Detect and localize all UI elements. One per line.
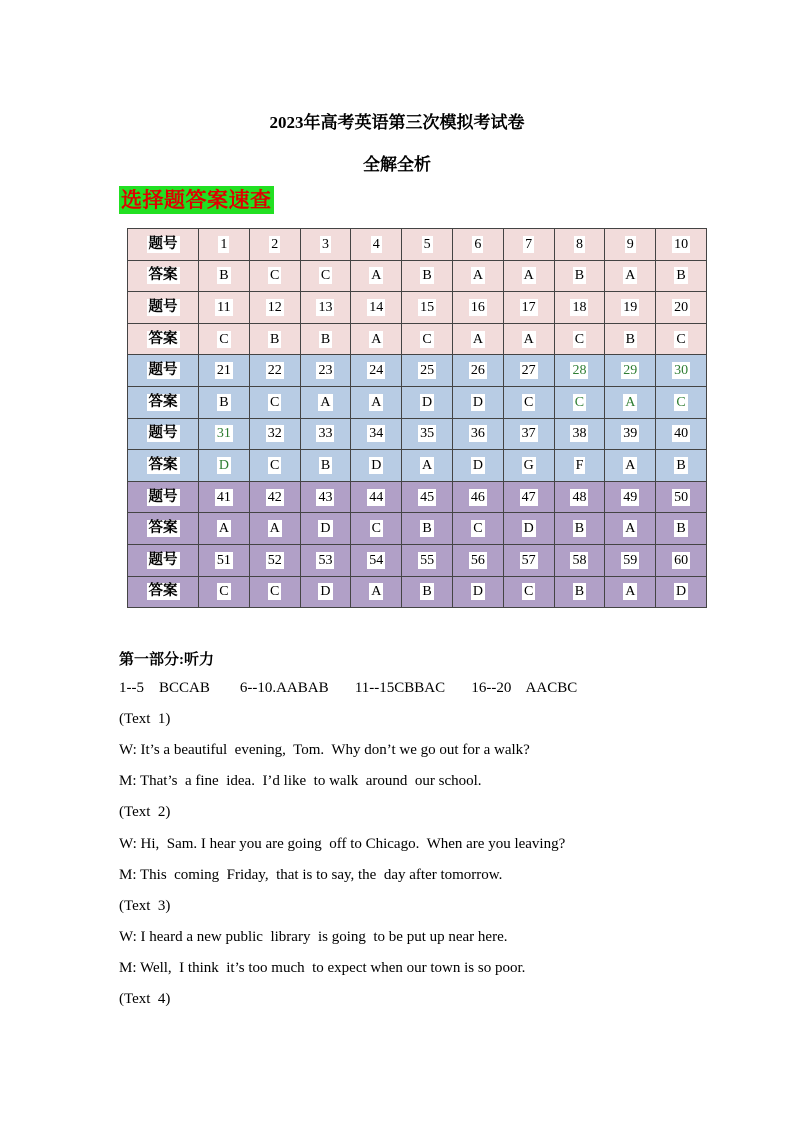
row-header-label: 答案: [148, 456, 178, 473]
cell-value: B: [422, 268, 432, 284]
cell-value: D: [218, 457, 229, 473]
answer-table: [127, 228, 707, 608]
question-number-cell: [300, 544, 351, 576]
answer-cell: [402, 513, 453, 545]
cell-value: 10: [674, 236, 689, 252]
question-number-cell: [300, 229, 351, 261]
row-header-label: 答案: [148, 330, 178, 347]
dialogue-line: M: Well, I think it’s too much to expect when our town is so poor.: [119, 960, 526, 976]
cell-value: F: [575, 457, 584, 473]
cell-value: C: [422, 331, 432, 347]
question-number-header: [128, 355, 199, 387]
answer-cell: [351, 450, 402, 482]
answer-cell: [605, 260, 656, 292]
answer-cell: [656, 450, 707, 482]
question-number-cell: [199, 544, 250, 576]
row-header-label: 题号: [148, 488, 178, 505]
cell-value: 25: [420, 363, 435, 379]
cell-value: C: [371, 521, 381, 537]
cell-value: A: [320, 394, 331, 410]
question-number-row: [128, 544, 707, 576]
answer-cell: [249, 386, 300, 418]
cell-value: B: [320, 331, 331, 347]
dialogue-line: M: This coming Friday, that is to say, the day after tomorrow.: [119, 867, 503, 883]
answer-row: [128, 513, 707, 545]
question-number-cell: [452, 418, 503, 450]
cell-value: 12: [267, 299, 282, 315]
question-number-cell: [402, 292, 453, 324]
cell-value: B: [574, 584, 585, 600]
cell-value: 42: [267, 489, 282, 505]
cell-value: A: [371, 268, 382, 284]
cell-value: 23: [318, 363, 333, 379]
question-number-cell: [351, 355, 402, 387]
answer-cell: [554, 576, 605, 608]
cell-value: A: [625, 268, 636, 284]
cell-value: D: [371, 457, 382, 473]
question-number-header: [128, 418, 199, 450]
row-header-label: 题号: [148, 298, 178, 315]
answer-cell: [656, 513, 707, 545]
answer-cell: [402, 260, 453, 292]
cell-value: B: [676, 521, 686, 537]
cell-value: 7: [525, 236, 533, 252]
question-number-row: [128, 292, 707, 324]
cell-value: C: [524, 394, 534, 410]
cell-value: D: [422, 394, 433, 410]
cell-value: A: [625, 584, 636, 600]
cell-value: 52: [267, 552, 282, 568]
answer-cell: [452, 260, 503, 292]
answer-cell: [300, 513, 351, 545]
cell-value: 3: [321, 236, 329, 252]
cell-value: 29: [623, 363, 638, 379]
cell-value: C: [270, 394, 280, 410]
answer-cell: [351, 260, 402, 292]
cell-value: C: [473, 521, 483, 537]
cell-value: 49: [623, 489, 638, 505]
question-number-cell: [656, 544, 707, 576]
cell-value: B: [625, 331, 635, 347]
cell-value: 5: [423, 236, 431, 252]
answer-cell: [199, 386, 250, 418]
answer-cell: [452, 450, 503, 482]
question-number-cell: [402, 544, 453, 576]
cell-value: 57: [521, 552, 536, 568]
answer-row: [128, 260, 707, 292]
answer-cell: [249, 450, 300, 482]
answer-cell: [503, 450, 554, 482]
cell-value: 55: [420, 552, 435, 568]
question-number-cell: [199, 418, 250, 450]
answer-cell: [351, 386, 402, 418]
question-number-cell: [605, 292, 656, 324]
cell-value: 9: [626, 236, 634, 252]
question-number-cell: [503, 418, 554, 450]
question-number-cell: [300, 481, 351, 513]
question-number-cell: [452, 292, 503, 324]
cell-value: 45: [420, 489, 435, 505]
cell-value: 59: [623, 552, 638, 568]
cell-value: 44: [369, 489, 384, 505]
cell-value: D: [676, 584, 687, 600]
cell-value: B: [676, 268, 686, 284]
cell-value: 38: [572, 426, 587, 442]
cell-value: 18: [572, 299, 587, 315]
cell-value: 53: [318, 552, 333, 568]
question-number-cell: [656, 355, 707, 387]
cell-value: 1: [220, 236, 228, 252]
cell-value: 51: [216, 552, 231, 568]
question-number-cell: [249, 229, 300, 261]
cell-value: C: [270, 584, 280, 600]
row-header-label: 题号: [148, 362, 178, 379]
row-header-label: 答案: [148, 267, 178, 284]
answer-cell: [503, 513, 554, 545]
question-number-cell: [351, 418, 402, 450]
cell-value: C: [320, 268, 331, 284]
cell-value: G: [523, 457, 534, 473]
question-number-cell: [503, 229, 554, 261]
question-number-cell: [605, 418, 656, 450]
answer-cell: [554, 450, 605, 482]
cell-value: 48: [572, 489, 587, 505]
cell-value: B: [219, 268, 229, 284]
cell-value: 17: [521, 299, 536, 315]
cell-value: B: [676, 457, 686, 473]
cell-value: 19: [623, 299, 638, 315]
question-number-cell: [300, 292, 351, 324]
answer-cell: [605, 386, 656, 418]
answer-cell: [554, 323, 605, 355]
answer-cell: [503, 576, 554, 608]
cell-value: A: [371, 394, 382, 410]
answer-header: [128, 323, 199, 355]
answer-cell: [249, 260, 300, 292]
answer-cell: [605, 513, 656, 545]
question-number-cell: [656, 292, 707, 324]
question-number-cell: [351, 292, 402, 324]
cell-value: D: [472, 457, 483, 473]
question-number-cell: [452, 544, 503, 576]
row-header-label: 题号: [148, 235, 178, 252]
cell-value: B: [320, 457, 331, 473]
question-number-cell: [554, 418, 605, 450]
row-header-label: 题号: [148, 425, 178, 442]
cell-value: 41: [216, 489, 231, 505]
dialogue-line: W: It’s a beautiful evening, Tom. Why don’t we go out for a walk?: [119, 742, 530, 758]
cell-value: 37: [521, 426, 536, 442]
cell-value: 24: [369, 363, 384, 379]
answer-quick-check-tag: 选择题答案速查: [121, 188, 272, 212]
question-number-cell: [249, 544, 300, 576]
answer-cell: [199, 260, 250, 292]
cell-value: B: [219, 394, 229, 410]
cell-value: D: [320, 584, 331, 600]
question-number-cell: [554, 229, 605, 261]
dialogue-line: M: That’s a fine idea. I’d like to walk around our school.: [119, 773, 482, 789]
cell-value: 2: [271, 236, 279, 252]
answer-cell: [554, 386, 605, 418]
question-number-cell: [249, 292, 300, 324]
cell-value: A: [269, 521, 280, 537]
cell-value: 13: [318, 299, 333, 315]
cell-value: 21: [216, 363, 231, 379]
cell-value: 33: [318, 426, 333, 442]
question-number-cell: [199, 229, 250, 261]
text-heading: (Text 4): [119, 991, 171, 1007]
answer-cell: [402, 386, 453, 418]
question-number-row: [128, 418, 707, 450]
cell-value: C: [676, 394, 686, 410]
cell-value: 56: [470, 552, 485, 568]
dialogue-line: W: I heard a new public library is going to be put up near here.: [119, 929, 508, 945]
cell-value: 16: [470, 299, 485, 315]
question-number-header: [128, 544, 199, 576]
cell-value: A: [523, 268, 534, 284]
question-number-cell: [452, 355, 503, 387]
cell-value: A: [371, 584, 382, 600]
cell-value: C: [219, 584, 229, 600]
question-number-cell: [656, 418, 707, 450]
page-subtitle: 全解全析: [363, 155, 431, 174]
question-number-cell: [656, 481, 707, 513]
question-number-cell: [351, 229, 402, 261]
answer-cell: [249, 576, 300, 608]
question-number-cell: [452, 481, 503, 513]
question-number-cell: [554, 481, 605, 513]
answer-cell: [402, 323, 453, 355]
answer-cell: [199, 450, 250, 482]
cell-value: A: [472, 268, 483, 284]
question-number-cell: [605, 544, 656, 576]
question-number-cell: [554, 544, 605, 576]
cell-value: A: [625, 457, 636, 473]
cell-value: 31: [216, 426, 231, 442]
cell-value: C: [676, 331, 686, 347]
cell-value: 43: [318, 489, 333, 505]
question-number-row: [128, 229, 707, 261]
answer-cell: [503, 260, 554, 292]
question-number-header: [128, 481, 199, 513]
answer-cell: [452, 576, 503, 608]
answer-cell: [656, 260, 707, 292]
question-number-cell: [351, 481, 402, 513]
answer-cell: [402, 576, 453, 608]
question-number-cell: [199, 481, 250, 513]
answer-cell: [656, 576, 707, 608]
cell-value: 36: [470, 426, 485, 442]
text-heading: (Text 2): [119, 804, 171, 820]
cell-value: 28: [572, 363, 587, 379]
cell-value: 39: [623, 426, 638, 442]
question-number-cell: [199, 355, 250, 387]
answer-cell: [300, 323, 351, 355]
answer-row: [128, 576, 707, 608]
row-header-label: 答案: [148, 583, 178, 600]
cell-value: D: [523, 521, 534, 537]
cell-value: C: [574, 394, 585, 410]
answer-row: [128, 386, 707, 418]
answer-header: [128, 260, 199, 292]
cell-value: B: [422, 584, 432, 600]
cell-value: 40: [674, 426, 689, 442]
answer-cell: [300, 260, 351, 292]
cell-value: C: [219, 331, 229, 347]
cell-value: D: [320, 521, 331, 537]
answer-cell: [452, 323, 503, 355]
cell-value: 32: [267, 426, 282, 442]
answer-cell: [351, 513, 402, 545]
answer-cell: [351, 576, 402, 608]
cell-value: 34: [369, 426, 384, 442]
question-number-row: [128, 355, 707, 387]
cell-value: 26: [470, 363, 485, 379]
question-number-cell: [452, 229, 503, 261]
cell-value: 8: [575, 236, 583, 252]
cell-value: A: [218, 521, 229, 537]
cell-value: 60: [674, 552, 689, 568]
question-number-cell: [300, 355, 351, 387]
question-number-cell: [249, 355, 300, 387]
answer-cell: [300, 450, 351, 482]
row-header-label: 题号: [148, 551, 178, 568]
answer-cell: [503, 386, 554, 418]
answer-cell: [656, 323, 707, 355]
row-header-label: 答案: [148, 393, 178, 410]
cell-value: A: [523, 331, 534, 347]
cell-value: 50: [674, 489, 689, 505]
section-title: 第一部分:听力: [119, 652, 214, 668]
question-number-cell: [605, 355, 656, 387]
answer-cell: [199, 513, 250, 545]
answer-cell: [554, 260, 605, 292]
answer-header: [128, 513, 199, 545]
answer-cell: [249, 323, 300, 355]
question-number-cell: [199, 292, 250, 324]
cell-value: D: [472, 394, 483, 410]
cell-value: 54: [369, 552, 384, 568]
answer-cell: [249, 513, 300, 545]
cell-value: 47: [521, 489, 536, 505]
cell-value: B: [270, 331, 280, 347]
cell-value: B: [574, 268, 585, 284]
answer-cell: [554, 513, 605, 545]
question-number-cell: [605, 229, 656, 261]
cell-value: 6: [474, 236, 482, 252]
question-number-cell: [554, 355, 605, 387]
page-title: 2023年高考英语第三次模拟考试卷: [269, 113, 525, 132]
cell-value: D: [472, 584, 483, 600]
cell-value: 4: [372, 236, 380, 252]
question-number-cell: [503, 481, 554, 513]
question-number-cell: [249, 418, 300, 450]
question-number-cell: [605, 481, 656, 513]
question-number-row: [128, 481, 707, 513]
cell-value: 35: [420, 426, 435, 442]
answer-cell: [452, 386, 503, 418]
cell-value: A: [422, 457, 433, 473]
answer-cell: [199, 576, 250, 608]
question-number-cell: [300, 418, 351, 450]
answer-cell: [605, 323, 656, 355]
cell-value: 14: [369, 299, 384, 315]
cell-value: B: [574, 521, 585, 537]
question-number-cell: [402, 418, 453, 450]
question-number-cell: [351, 544, 402, 576]
answer-summary-line: 1--5 BCCAB 6--10.AABAB 11--15CBBAC 16--20 AACBC: [119, 680, 578, 696]
answer-cell: [503, 323, 554, 355]
question-number-cell: [503, 292, 554, 324]
row-header-label: 答案: [148, 520, 178, 537]
text-heading: (Text 1): [119, 711, 171, 727]
cell-value: A: [625, 521, 636, 537]
answer-cell: [656, 386, 707, 418]
question-number-cell: [402, 229, 453, 261]
cell-value: 46: [470, 489, 485, 505]
question-number-cell: [402, 355, 453, 387]
cell-value: A: [625, 394, 636, 410]
answer-cell: [199, 323, 250, 355]
question-number-header: [128, 292, 199, 324]
cell-value: 11: [217, 299, 231, 315]
cell-value: B: [422, 521, 432, 537]
cell-value: A: [472, 331, 483, 347]
cell-value: 30: [674, 363, 689, 379]
dialogue-line: W: Hi, Sam. I hear you are going off to Chicago. When are you leaving?: [119, 836, 566, 852]
cell-value: C: [270, 457, 280, 473]
cell-value: C: [574, 331, 585, 347]
answer-header: [128, 450, 199, 482]
question-number-cell: [503, 355, 554, 387]
answer-cell: [402, 450, 453, 482]
text-heading: (Text 3): [119, 898, 171, 914]
question-number-cell: [554, 292, 605, 324]
answer-header: [128, 386, 199, 418]
cell-value: 20: [674, 299, 689, 315]
cell-value: 22: [267, 363, 282, 379]
question-number-header: [128, 229, 199, 261]
answer-cell: [300, 576, 351, 608]
answer-cell: [452, 513, 503, 545]
question-number-cell: [249, 481, 300, 513]
cell-value: C: [270, 268, 280, 284]
answer-cell: [300, 386, 351, 418]
cell-value: 58: [572, 552, 587, 568]
answer-cell: [605, 450, 656, 482]
answer-cell: [351, 323, 402, 355]
question-number-cell: [402, 481, 453, 513]
answer-row: [128, 323, 707, 355]
cell-value: A: [371, 331, 382, 347]
answer-row: [128, 450, 707, 482]
question-number-cell: [503, 544, 554, 576]
question-number-cell: [656, 229, 707, 261]
cell-value: 27: [521, 363, 536, 379]
answer-header: [128, 576, 199, 608]
cell-value: C: [524, 584, 534, 600]
answer-cell: [605, 576, 656, 608]
cell-value: 15: [420, 299, 435, 315]
